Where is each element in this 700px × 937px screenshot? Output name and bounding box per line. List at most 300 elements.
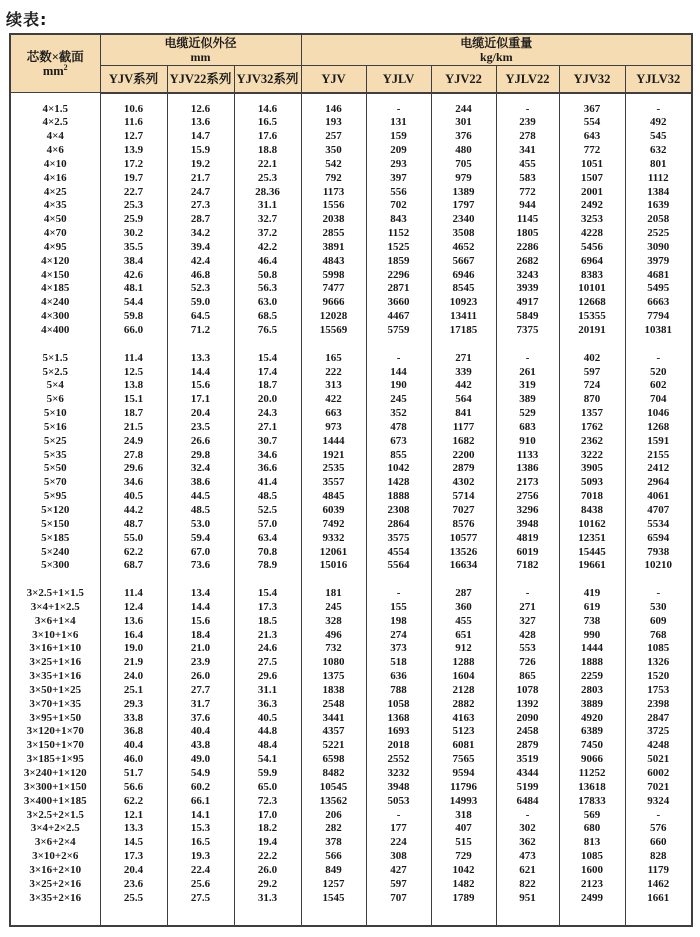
- value-cell: 2756: [496, 490, 559, 504]
- value-cell: 59.9: [234, 767, 301, 781]
- page-title: 续表:: [6, 10, 48, 29]
- table-row: [10, 158, 692, 172]
- header-col-yjv22-series: YJV22系列: [167, 66, 234, 93]
- spacer-cell: [234, 905, 301, 926]
- value-cell: 65.0: [234, 781, 301, 795]
- value-cell: -: [625, 587, 692, 601]
- value-cell: 1797: [431, 199, 496, 213]
- table-row: [10, 504, 692, 518]
- spacer-cell: [366, 338, 431, 352]
- value-cell: 373: [366, 642, 431, 656]
- header-col-yjlv22: YJLV22: [496, 66, 559, 93]
- value-cell: 473: [496, 850, 559, 864]
- value-cell: 15569: [301, 324, 366, 338]
- value-cell: 4917: [496, 296, 559, 310]
- value-cell: 62.2: [100, 546, 167, 560]
- value-cell: 62.2: [100, 795, 167, 809]
- value-cell: 6019: [496, 546, 559, 560]
- spec-cell: 3×6+2×4: [10, 836, 100, 850]
- spacer-cell: [234, 573, 301, 587]
- value-cell: 301: [431, 116, 496, 130]
- value-cell: 54.9: [167, 767, 234, 781]
- table-row: [10, 227, 692, 241]
- value-cell: 40.4: [100, 739, 167, 753]
- value-cell: -: [625, 103, 692, 117]
- value-cell: 5093: [559, 476, 625, 490]
- value-cell: 1591: [625, 435, 692, 449]
- spacer-row: [10, 905, 692, 926]
- value-cell: 9666: [301, 296, 366, 310]
- value-cell: 23.5: [167, 421, 234, 435]
- value-cell: 1838: [301, 684, 366, 698]
- value-cell: 564: [431, 393, 496, 407]
- value-cell: 5053: [366, 795, 431, 809]
- value-cell: 8545: [431, 282, 496, 296]
- spec-cell: 3×185+1×95: [10, 753, 100, 767]
- value-cell: 48.4: [234, 739, 301, 753]
- value-cell: 44.8: [234, 725, 301, 739]
- table-row: [10, 421, 692, 435]
- value-cell: 1112: [625, 172, 692, 186]
- value-cell: 9594: [431, 767, 496, 781]
- value-cell: 14.7: [167, 130, 234, 144]
- value-cell: 1762: [559, 421, 625, 435]
- value-cell: 2173: [496, 476, 559, 490]
- value-cell: 37.6: [167, 712, 234, 726]
- value-cell: 46.0: [100, 753, 167, 767]
- spacer-cell: [10, 905, 100, 926]
- value-cell: 20.4: [167, 407, 234, 421]
- value-cell: 29.6: [100, 462, 167, 476]
- table-header: [10, 34, 692, 93]
- value-cell: 7565: [431, 753, 496, 767]
- value-cell: 26.6: [167, 435, 234, 449]
- spec-cell: 4×300: [10, 310, 100, 324]
- value-cell: 1639: [625, 199, 692, 213]
- value-cell: 54.1: [234, 753, 301, 767]
- value-cell: 2871: [366, 282, 431, 296]
- value-cell: 378: [301, 836, 366, 850]
- value-cell: 428: [496, 629, 559, 643]
- spacer-cell: [496, 338, 559, 352]
- value-cell: 29.2: [234, 878, 301, 892]
- table-row: [10, 130, 692, 144]
- value-cell: 3725: [625, 725, 692, 739]
- value-cell: 3889: [559, 698, 625, 712]
- value-cell: -: [625, 352, 692, 366]
- table-row: [10, 878, 692, 892]
- value-cell: 10545: [301, 781, 366, 795]
- value-cell: 7477: [301, 282, 366, 296]
- value-cell: 24.6: [234, 642, 301, 656]
- value-cell: 245: [301, 601, 366, 615]
- value-cell: 6598: [301, 753, 366, 767]
- value-cell: 350: [301, 144, 366, 158]
- spec-cell: 5×240: [10, 546, 100, 560]
- value-cell: 19.0: [100, 642, 167, 656]
- value-cell: 7027: [431, 504, 496, 518]
- value-cell: 10923: [431, 296, 496, 310]
- header-diameter-group: [100, 34, 301, 66]
- value-cell: 24.3: [234, 407, 301, 421]
- value-cell: 1482: [431, 878, 496, 892]
- value-cell: -: [366, 809, 431, 823]
- value-cell: 49.0: [167, 753, 234, 767]
- value-cell: 43.8: [167, 739, 234, 753]
- value-cell: 5534: [625, 518, 692, 532]
- spec-cell: 5×35: [10, 449, 100, 463]
- value-cell: 10210: [625, 559, 692, 573]
- value-cell: 2259: [559, 670, 625, 684]
- spacer-cell: [496, 573, 559, 587]
- value-cell: 25.3: [100, 199, 167, 213]
- value-cell: 11796: [431, 781, 496, 795]
- value-cell: 33.8: [100, 712, 167, 726]
- value-cell: 11.4: [100, 587, 167, 601]
- table-row: [10, 255, 692, 269]
- value-cell: 15016: [301, 559, 366, 573]
- value-cell: 48.5: [167, 504, 234, 518]
- value-cell: 14.5: [100, 836, 167, 850]
- value-cell: 244: [431, 103, 496, 117]
- spec-cell: 4×400: [10, 324, 100, 338]
- spec-cell: 4×4: [10, 130, 100, 144]
- spec-cell: 4×150: [10, 269, 100, 283]
- value-cell: 7182: [496, 559, 559, 573]
- value-cell: 944: [496, 199, 559, 213]
- value-cell: -: [496, 352, 559, 366]
- value-cell: 865: [496, 670, 559, 684]
- value-cell: 6039: [301, 504, 366, 518]
- value-cell: 1085: [559, 850, 625, 864]
- value-cell: 68.5: [234, 310, 301, 324]
- spec-cell: 3×240+1×120: [10, 767, 100, 781]
- table-row: [10, 116, 692, 130]
- value-cell: 52.3: [167, 282, 234, 296]
- spec-cell: 3×300+1×150: [10, 781, 100, 795]
- value-cell: 23.9: [167, 656, 234, 670]
- value-cell: 222: [301, 366, 366, 380]
- value-cell: 6594: [625, 532, 692, 546]
- value-cell: 973: [301, 421, 366, 435]
- value-cell: 14993: [431, 795, 496, 809]
- value-cell: 9332: [301, 532, 366, 546]
- value-cell: 29.6: [234, 670, 301, 684]
- value-cell: 341: [496, 144, 559, 158]
- value-cell: 910: [496, 435, 559, 449]
- spacer-cell: [301, 905, 366, 926]
- spec-cell: 3×4+1×2.5: [10, 601, 100, 615]
- value-cell: 15.6: [167, 615, 234, 629]
- value-cell: 583: [496, 172, 559, 186]
- spacer-cell: [100, 338, 167, 352]
- table-row: [10, 366, 692, 380]
- value-cell: 828: [625, 850, 692, 864]
- value-cell: 271: [431, 352, 496, 366]
- value-cell: 181: [301, 587, 366, 601]
- value-cell: 576: [625, 822, 692, 836]
- value-cell: 60.2: [167, 781, 234, 795]
- spec-cell: 5×16: [10, 421, 100, 435]
- value-cell: 3508: [431, 227, 496, 241]
- spec-cell: 3×10+2×6: [10, 850, 100, 864]
- value-cell: 8482: [301, 767, 366, 781]
- value-cell: 1545: [301, 892, 366, 906]
- value-cell: 542: [301, 158, 366, 172]
- value-cell: 6964: [559, 255, 625, 269]
- value-cell: 2090: [496, 712, 559, 726]
- value-cell: 6081: [431, 739, 496, 753]
- table-row: [10, 449, 692, 463]
- value-cell: 10381: [625, 324, 692, 338]
- value-cell: 72.3: [234, 795, 301, 809]
- value-cell: 26.0: [167, 670, 234, 684]
- value-cell: 37.2: [234, 227, 301, 241]
- value-cell: 6663: [625, 296, 692, 310]
- value-cell: 13562: [301, 795, 366, 809]
- value-cell: 44.5: [167, 490, 234, 504]
- header-weight-unit: kg/km: [479, 50, 513, 64]
- value-cell: -: [496, 103, 559, 117]
- value-cell: 14.4: [167, 601, 234, 615]
- spec-cell: 4×185: [10, 282, 100, 296]
- table-row: [10, 310, 692, 324]
- value-cell: 40.4: [167, 725, 234, 739]
- value-cell: 15.6: [167, 379, 234, 393]
- table-row: [10, 656, 692, 670]
- value-cell: 10162: [559, 518, 625, 532]
- value-cell: 34.6: [100, 476, 167, 490]
- value-cell: 2847: [625, 712, 692, 726]
- spec-cell: 3×25+1×16: [10, 656, 100, 670]
- value-cell: 308: [366, 850, 431, 864]
- spec-cell: 4×1.5: [10, 103, 100, 117]
- table-row: [10, 476, 692, 490]
- spacer-cell: [625, 338, 692, 352]
- value-cell: 4681: [625, 269, 692, 283]
- value-cell: 7492: [301, 518, 366, 532]
- value-cell: 1888: [559, 656, 625, 670]
- value-cell: 13411: [431, 310, 496, 324]
- value-cell: 520: [625, 366, 692, 380]
- value-cell: 17.6: [234, 130, 301, 144]
- value-cell: 792: [301, 172, 366, 186]
- value-cell: 12.1: [100, 809, 167, 823]
- value-cell: 50.8: [234, 269, 301, 283]
- value-cell: 2879: [496, 739, 559, 753]
- value-cell: 2803: [559, 684, 625, 698]
- value-cell: 2882: [431, 698, 496, 712]
- value-cell: 1556: [301, 199, 366, 213]
- spacer-cell: [167, 905, 234, 926]
- value-cell: 2855: [301, 227, 366, 241]
- value-cell: 1042: [431, 864, 496, 878]
- value-cell: 144: [366, 366, 431, 380]
- value-cell: 7021: [625, 781, 692, 795]
- spec-cell: 3×4+2×2.5: [10, 822, 100, 836]
- table-row: [10, 269, 692, 283]
- value-cell: 632: [625, 144, 692, 158]
- value-cell: 13.4: [167, 587, 234, 601]
- value-cell: 34.2: [167, 227, 234, 241]
- value-cell: 27.3: [167, 199, 234, 213]
- header-spec: [10, 34, 100, 93]
- value-cell: 2548: [301, 698, 366, 712]
- value-cell: 25.1: [100, 684, 167, 698]
- value-cell: 20.4: [100, 864, 167, 878]
- value-cell: 19661: [559, 559, 625, 573]
- value-cell: 155: [366, 601, 431, 615]
- value-cell: 2535: [301, 462, 366, 476]
- value-cell: 554: [559, 116, 625, 130]
- table-row: [10, 642, 692, 656]
- value-cell: 515: [431, 836, 496, 850]
- value-cell: 13526: [431, 546, 496, 560]
- value-cell: 704: [625, 393, 692, 407]
- spacer-cell: [559, 905, 625, 926]
- value-cell: 6946: [431, 269, 496, 283]
- value-cell: 19.4: [234, 836, 301, 850]
- value-cell: 17.2: [100, 158, 167, 172]
- value-cell: 11.6: [100, 116, 167, 130]
- value-cell: 912: [431, 642, 496, 656]
- value-cell: -: [496, 809, 559, 823]
- spacer-cell: [100, 93, 167, 103]
- value-cell: 553: [496, 642, 559, 656]
- value-cell: 13.6: [100, 615, 167, 629]
- value-cell: 2552: [366, 753, 431, 767]
- table-row: [10, 601, 692, 615]
- value-cell: 7018: [559, 490, 625, 504]
- value-cell: 702: [366, 199, 431, 213]
- value-cell: -: [366, 103, 431, 117]
- value-cell: 18.5: [234, 615, 301, 629]
- value-cell: 29.3: [100, 698, 167, 712]
- header-col-yjv: YJV: [301, 66, 366, 93]
- value-cell: 1051: [559, 158, 625, 172]
- value-cell: 545: [625, 130, 692, 144]
- spacer-cell: [167, 573, 234, 587]
- spec-cell: 3×50+1×25: [10, 684, 100, 698]
- value-cell: 990: [559, 629, 625, 643]
- value-cell: 13.9: [100, 144, 167, 158]
- value-cell: 2038: [301, 213, 366, 227]
- value-cell: 2296: [366, 269, 431, 283]
- value-cell: 71.2: [167, 324, 234, 338]
- spec-cell: 3×6+1×4: [10, 615, 100, 629]
- value-cell: 15.9: [167, 144, 234, 158]
- value-cell: 3948: [496, 518, 559, 532]
- value-cell: 636: [366, 670, 431, 684]
- spacer-cell: [167, 93, 234, 103]
- value-cell: 17.3: [234, 601, 301, 615]
- value-cell: 2412: [625, 462, 692, 476]
- value-cell: 10.6: [100, 103, 167, 117]
- value-cell: 18.2: [234, 822, 301, 836]
- value-cell: 3979: [625, 255, 692, 269]
- value-cell: 2362: [559, 435, 625, 449]
- value-cell: 673: [366, 435, 431, 449]
- value-cell: 855: [366, 449, 431, 463]
- value-cell: 4652: [431, 241, 496, 255]
- table-row: [10, 753, 692, 767]
- value-cell: 2964: [625, 476, 692, 490]
- value-cell: 282: [301, 822, 366, 836]
- value-cell: 376: [431, 130, 496, 144]
- table-row: [10, 809, 692, 823]
- header-spec-label: 芯数×截面: [26, 49, 84, 64]
- value-cell: 13.8: [100, 379, 167, 393]
- value-cell: 397: [366, 172, 431, 186]
- spacer-cell: [559, 573, 625, 587]
- value-cell: 1145: [496, 213, 559, 227]
- value-cell: 177: [366, 822, 431, 836]
- value-cell: 1368: [366, 712, 431, 726]
- value-cell: 42.4: [167, 255, 234, 269]
- value-cell: 3660: [366, 296, 431, 310]
- value-cell: 36.3: [234, 698, 301, 712]
- value-cell: 38.4: [100, 255, 167, 269]
- value-cell: 2492: [559, 199, 625, 213]
- value-cell: 20.0: [234, 393, 301, 407]
- header-diameter-unit: mm: [190, 50, 211, 64]
- value-cell: 530: [625, 601, 692, 615]
- value-cell: 663: [301, 407, 366, 421]
- table-row: [10, 324, 692, 338]
- spacer-cell: [301, 573, 366, 587]
- value-cell: 11.4: [100, 352, 167, 366]
- spacer-cell: [431, 338, 496, 352]
- value-cell: 352: [366, 407, 431, 421]
- value-cell: 146: [301, 103, 366, 117]
- value-cell: 1326: [625, 656, 692, 670]
- value-cell: 726: [496, 656, 559, 670]
- value-cell: 78.9: [234, 559, 301, 573]
- spec-cell: 4×2.5: [10, 116, 100, 130]
- value-cell: 480: [431, 144, 496, 158]
- value-cell: 30.2: [100, 227, 167, 241]
- value-cell: 18.7: [100, 407, 167, 421]
- value-cell: 48.5: [234, 490, 301, 504]
- value-cell: 17.1: [167, 393, 234, 407]
- value-cell: 2340: [431, 213, 496, 227]
- table-row: [10, 546, 692, 560]
- table-row: [10, 795, 692, 809]
- spec-cell: 4×35: [10, 199, 100, 213]
- value-cell: 31.1: [234, 199, 301, 213]
- value-cell: 5021: [625, 753, 692, 767]
- value-cell: 12.7: [100, 130, 167, 144]
- value-cell: 3090: [625, 241, 692, 255]
- value-cell: 327: [496, 615, 559, 629]
- value-cell: 17833: [559, 795, 625, 809]
- value-cell: 8383: [559, 269, 625, 283]
- value-cell: 8576: [431, 518, 496, 532]
- spacer-cell: [625, 573, 692, 587]
- value-cell: 14.4: [167, 366, 234, 380]
- value-cell: 313: [301, 379, 366, 393]
- value-cell: 1085: [625, 642, 692, 656]
- value-cell: 4819: [496, 532, 559, 546]
- value-cell: 274: [366, 629, 431, 643]
- spec-cell: 5×70: [10, 476, 100, 490]
- value-cell: 57.0: [234, 518, 301, 532]
- value-cell: 193: [301, 116, 366, 130]
- value-cell: 367: [559, 103, 625, 117]
- value-cell: 12.6: [167, 103, 234, 117]
- value-cell: 46.8: [167, 269, 234, 283]
- spacer-cell: [234, 93, 301, 103]
